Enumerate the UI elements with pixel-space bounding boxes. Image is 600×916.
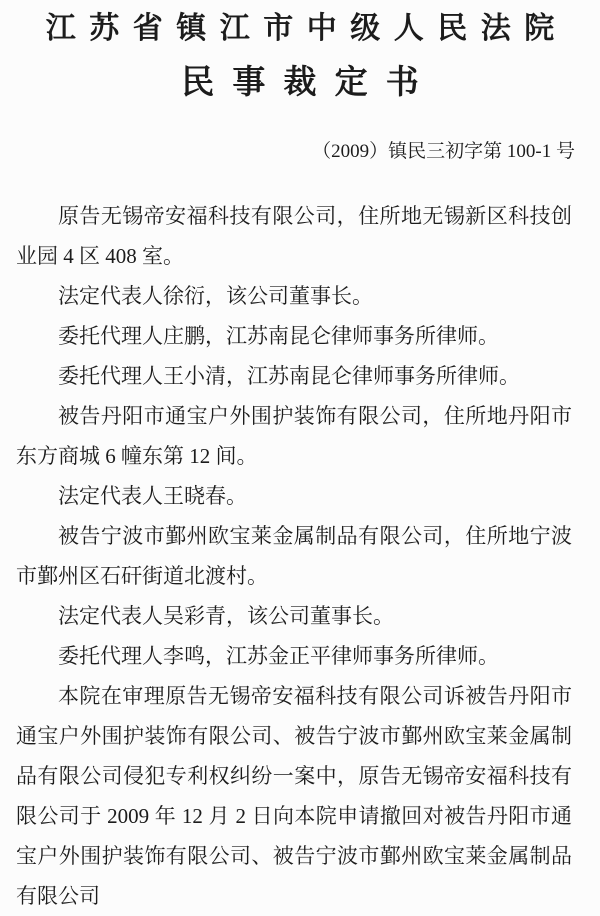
body-paragraph: 委托代理人王小清，江苏南昆仑律师事务所律师。 bbox=[58, 364, 520, 388]
body-paragraph: 原告无锡帝安福科技有限公司，住所地无锡新区科技创业园 4 区 408 室。 bbox=[16, 204, 572, 268]
body-paragraph: 本院在审理原告无锡帝安福科技有限公司诉被告丹阳市通宝户外围护装饰有限公司、被告宁波市鄞州欧宝莱金属制品有限公司侵犯专利权纠纷一案中，原告无锡帝安福科技有限公司于 2009 年 12 月 2 日向本院申请撤回对被告丹阳市通宝户外围护装饰有限公司、被告宁波市鄞州欧宝莱金属制品有限公司 bbox=[16, 684, 572, 908]
body-paragraph: 法定代表人吴彩青，该公司董事长。 bbox=[58, 604, 394, 628]
document-title: 民事裁定书 bbox=[181, 65, 437, 101]
body-paragraph: 法定代表人徐衍，该公司董事长。 bbox=[58, 284, 373, 308]
body-paragraph: 被告丹阳市通宝户外围护装饰有限公司，住所地丹阳市东方商城 6 幢东第 12 间。 bbox=[16, 404, 572, 468]
body-paragraph: 委托代理人庄鹏，江苏南昆仑律师事务所律师。 bbox=[58, 324, 499, 348]
body-paragraph: 法定代表人王晓春。 bbox=[58, 484, 247, 508]
body-paragraph: 被告宁波市鄞州欧宝莱金属制品有限公司，住所地宁波市鄞州区石矸街道北渡村。 bbox=[16, 524, 572, 588]
court-name: 江苏省镇江市中级人民法院 bbox=[45, 12, 568, 45]
body-paragraph: 委托代理人李鸣，江苏金正平律师事务所律师。 bbox=[58, 644, 499, 668]
document-body bbox=[0, 196, 600, 916]
case-number: （2009）镇民三初字第 100-1 号 bbox=[312, 141, 575, 162]
